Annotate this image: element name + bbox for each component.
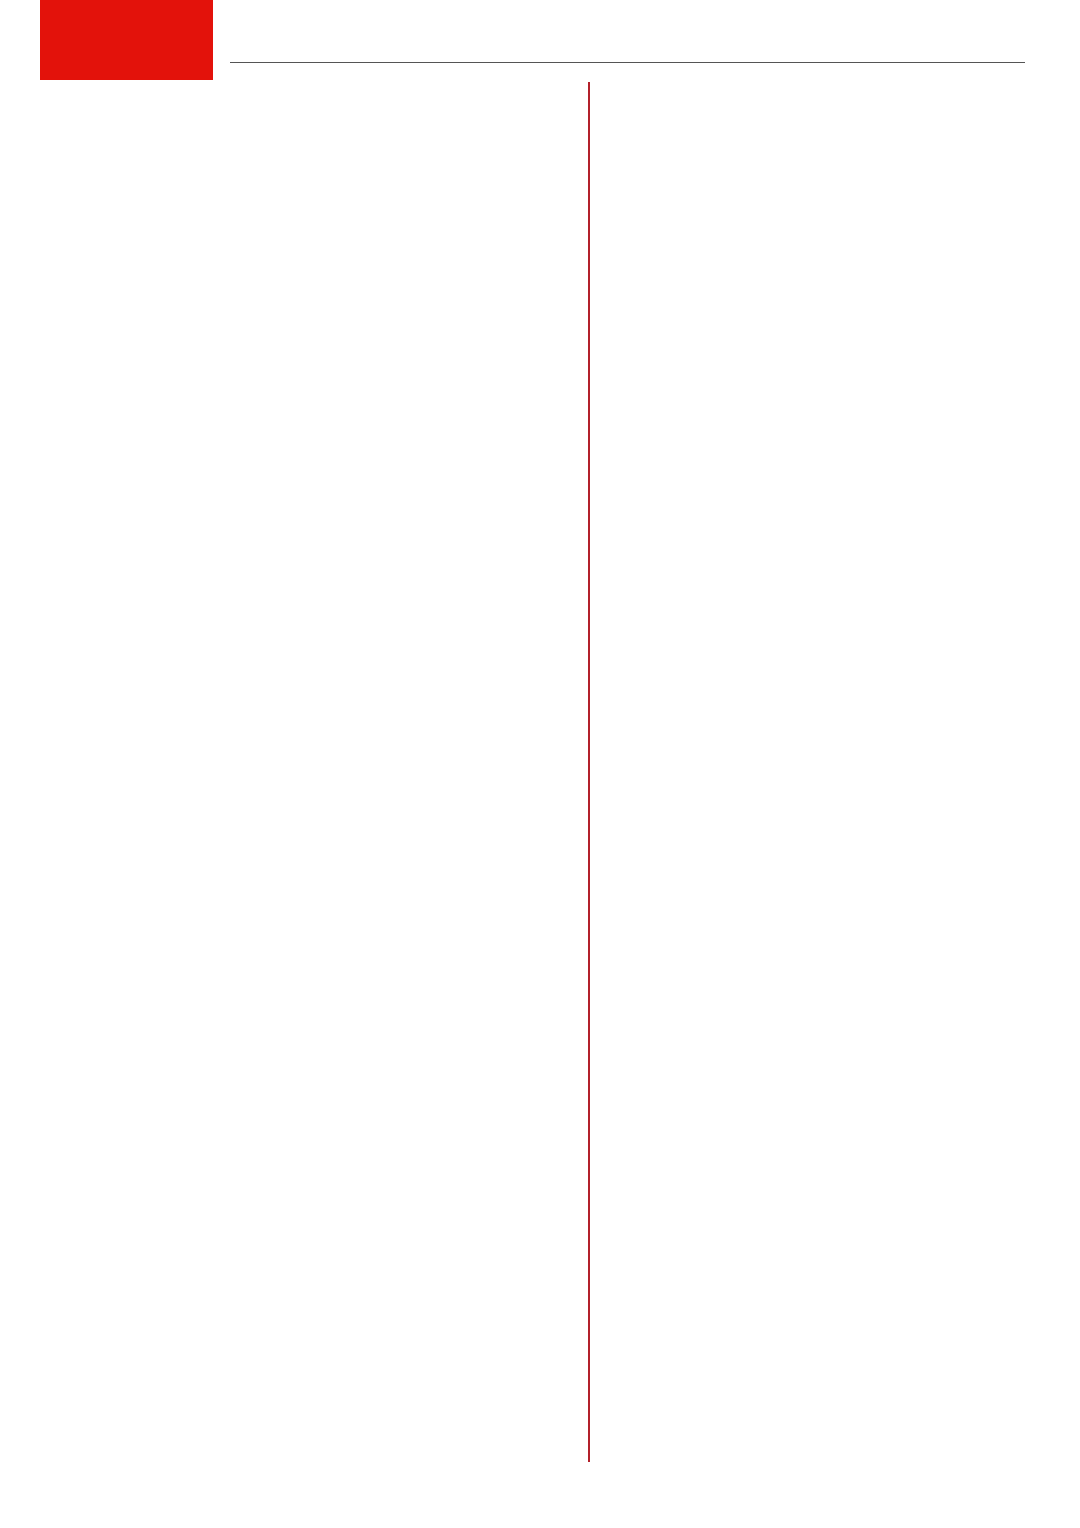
economist-logo: [40, 0, 213, 80]
page-header: [0, 0, 1080, 80]
vocabulary-column: [592, 92, 1024, 96]
article-column: [42, 92, 577, 102]
column-divider: [588, 82, 590, 1462]
header-divider: [230, 62, 1025, 63]
